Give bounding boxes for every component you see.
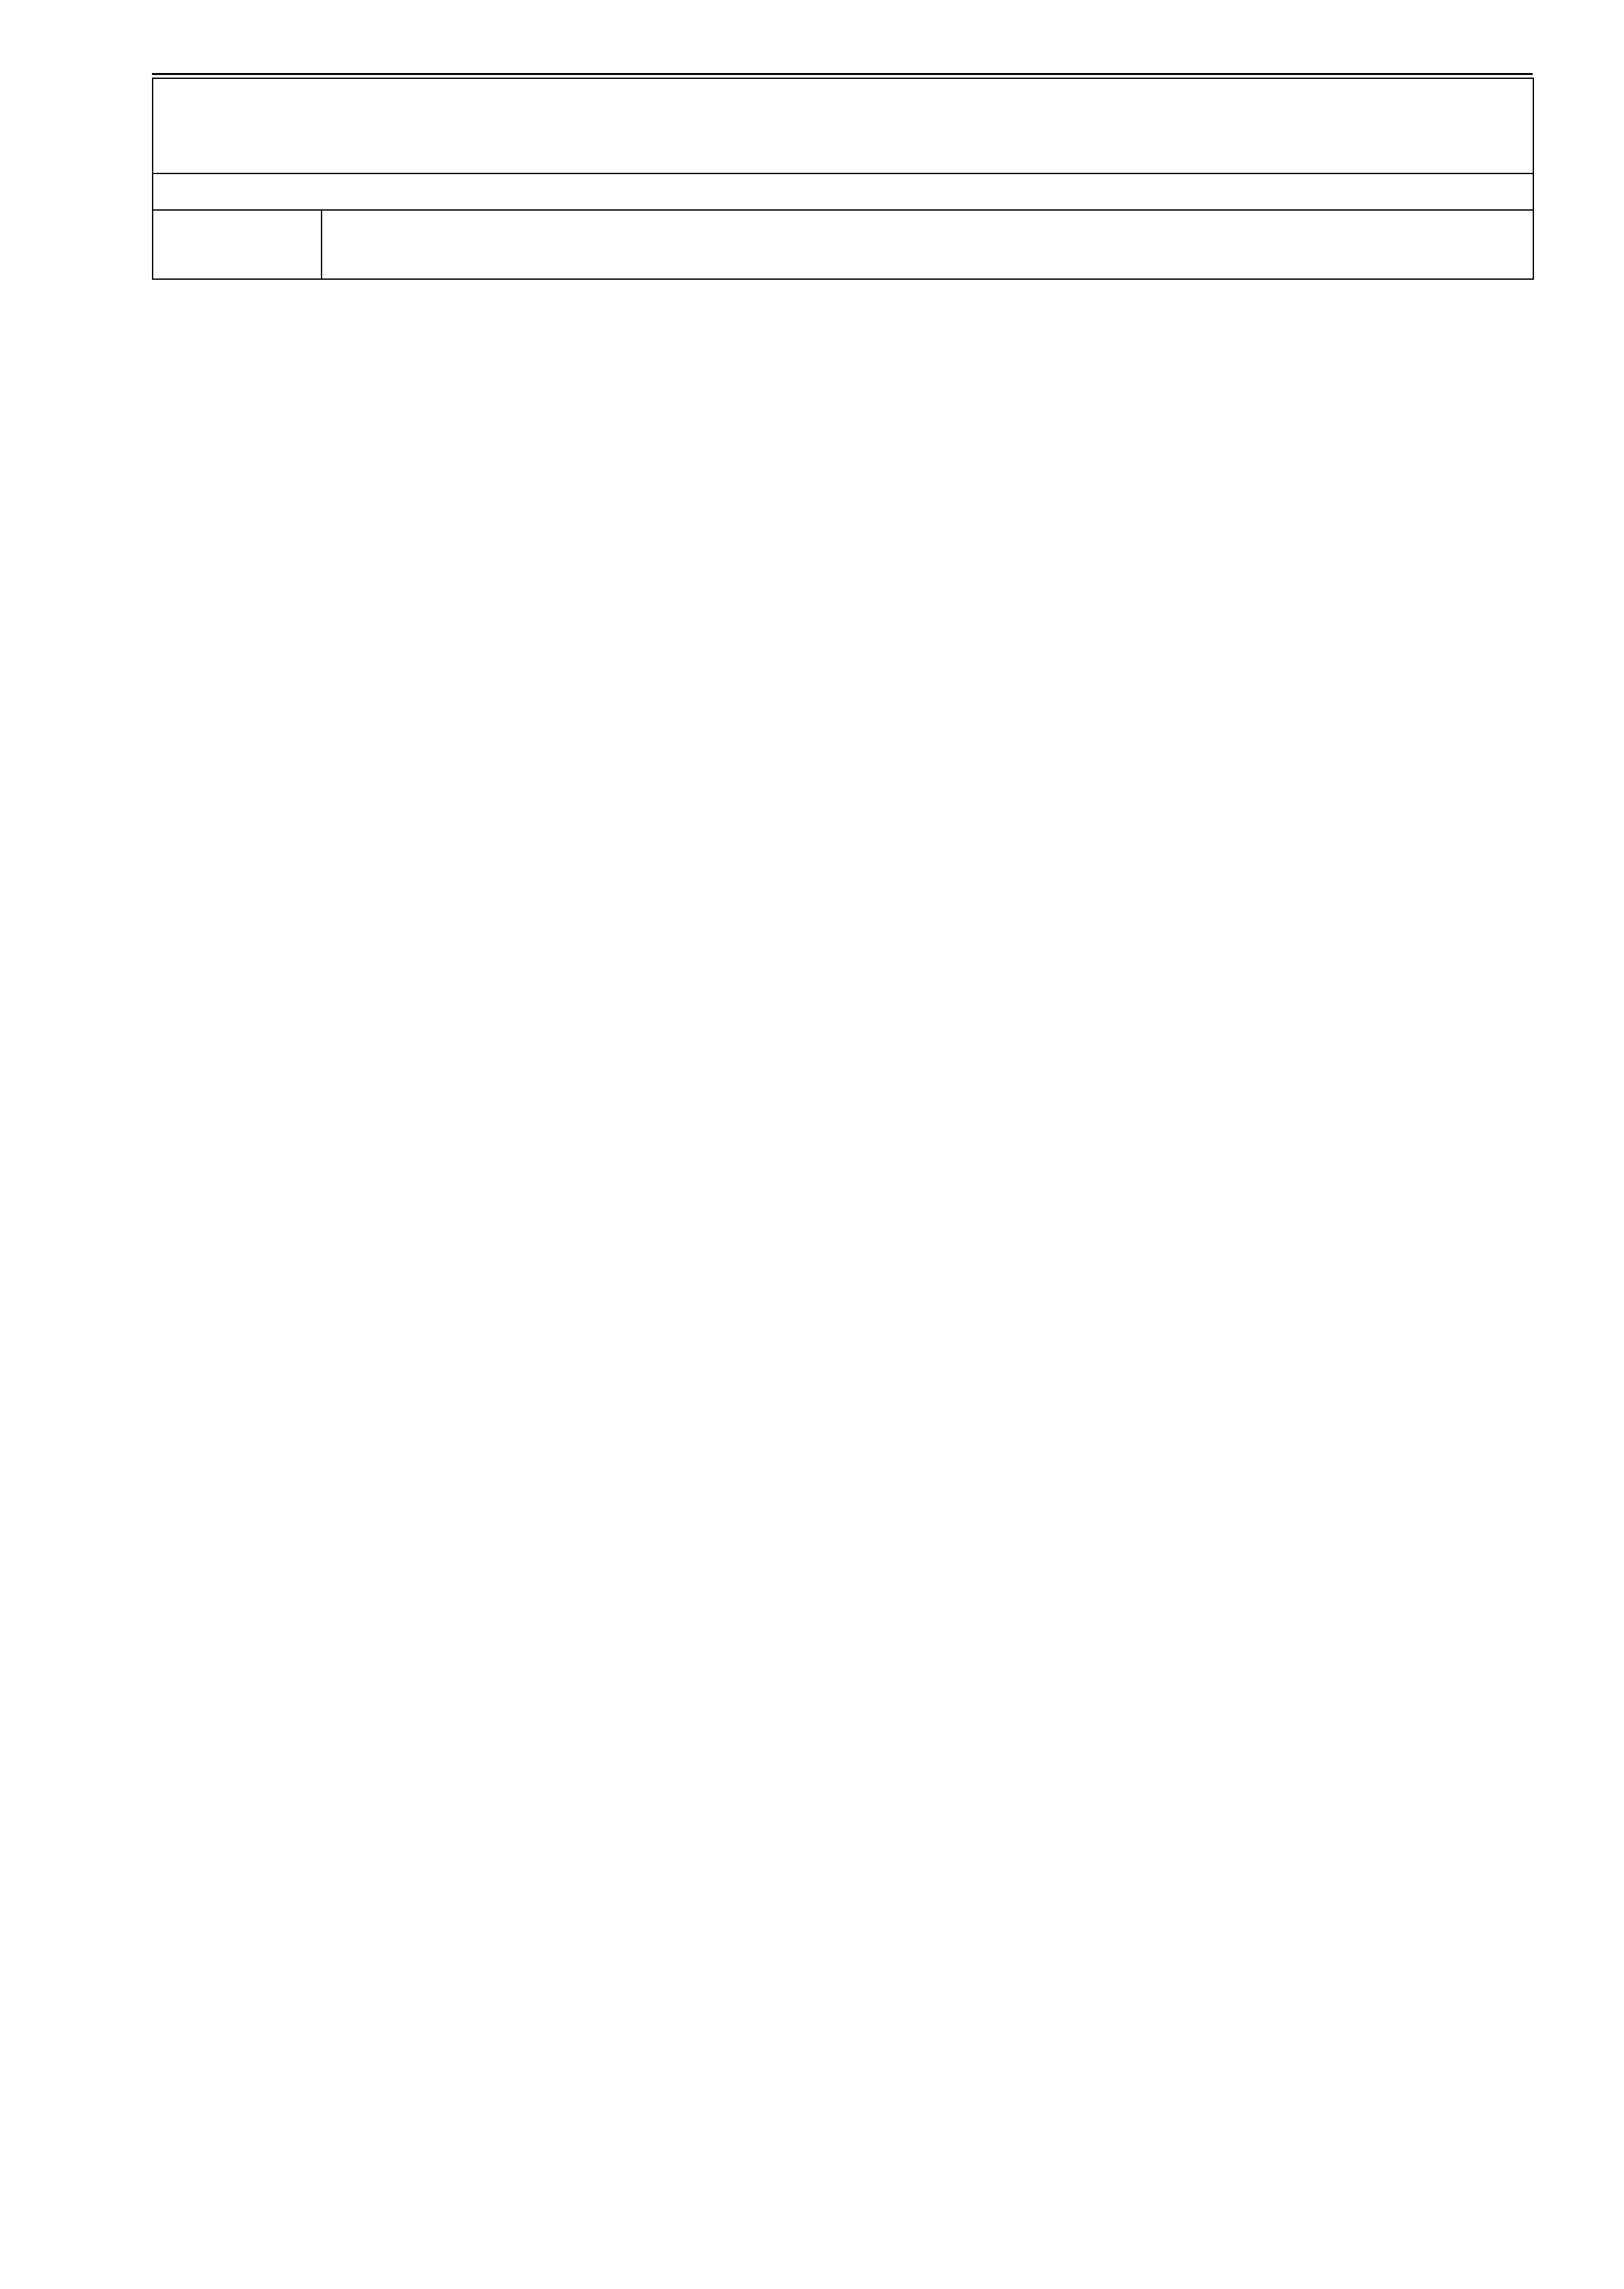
section-row [153, 210, 1533, 279]
meter-row [153, 173, 1533, 210]
section-heading [322, 210, 1533, 279]
table-026-header [153, 78, 1533, 279]
table-title [153, 78, 1533, 173]
rates-table [152, 78, 1534, 280]
table-title-row [153, 78, 1533, 173]
section-blank-cell [153, 210, 322, 279]
header-rule [152, 73, 1533, 75]
meter-cell [153, 173, 1533, 210]
